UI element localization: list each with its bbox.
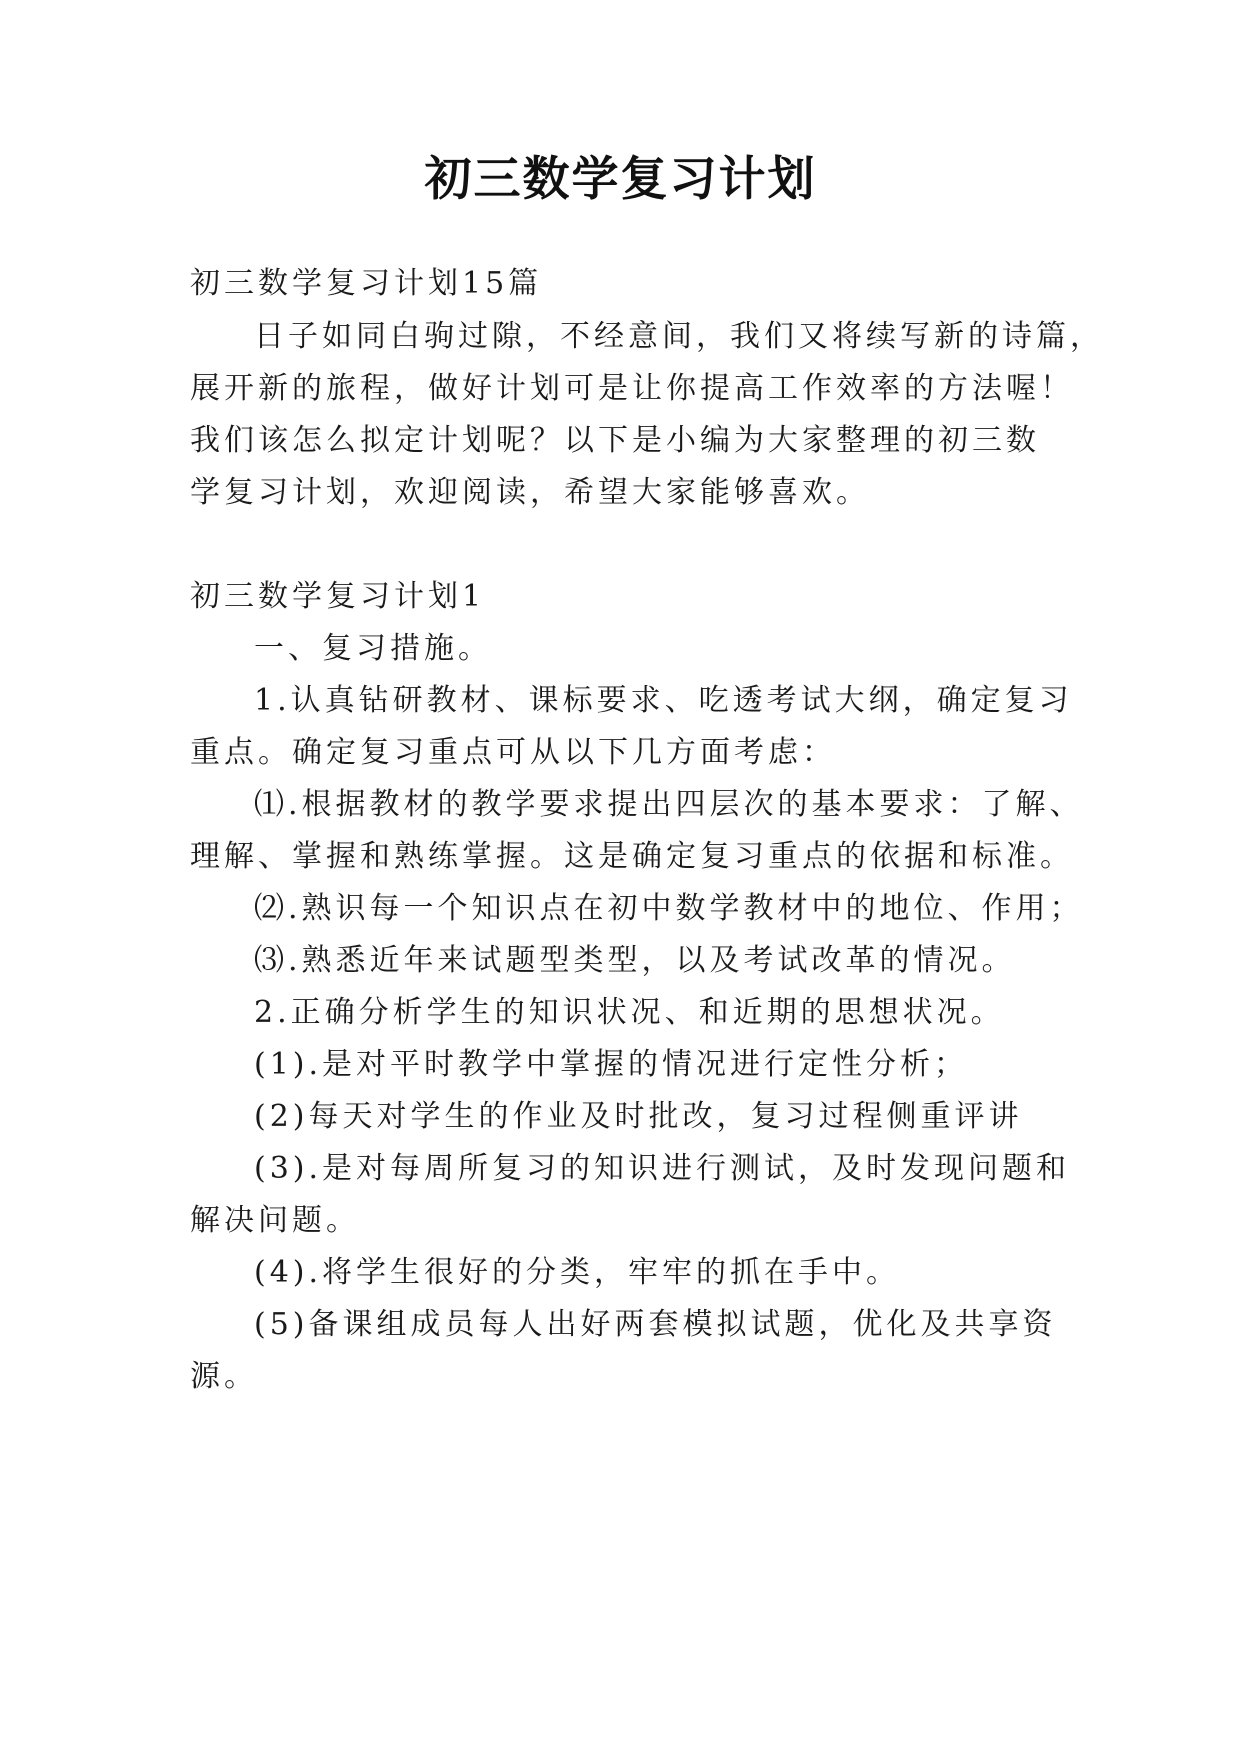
intro-line: 我们该怎么拟定计划呢？以下是小编为大家整理的初三数	[190, 423, 1040, 458]
body-line: ⑴.根据教材的教学要求提出四层次的基本要求：了解、	[254, 787, 1084, 822]
body-line: 解决问题。	[190, 1203, 360, 1238]
body-line: ⑵.熟识每一个知识点在初中数学教材中的地位、作用；	[254, 891, 1084, 926]
body-line: 2.正确分析学生的知识状况、和近期的思想状况。	[254, 995, 1005, 1030]
body-line: 一、复习措施。	[254, 631, 492, 666]
intro-line: 日子如同白驹过隙，不经意间，我们又将续写新的诗篇，	[254, 319, 1104, 354]
body-line: (2)每天对学生的作业及时批改，复习过程侧重评讲	[254, 1099, 1023, 1134]
intro-line: 展开新的旅程，做好计划可是让你提高工作效率的方法喔！	[190, 371, 1074, 406]
document-title: 初三数学复习计划	[424, 152, 817, 207]
body-line: (5)备课组成员每人出好两套模拟试题，优化及共享资	[254, 1307, 1057, 1342]
intro-line: 学复习计划，欢迎阅读，希望大家能够喜欢。	[190, 475, 870, 510]
body-line: (3).是对每周所复习的知识进行测试，及时发现问题和	[254, 1151, 1071, 1186]
body-line: 理解、掌握和熟练掌握。这是确定复习重点的依据和标准。	[190, 839, 1074, 874]
body-line: (4).将学生很好的分类，牢牢的抓在手中。	[254, 1255, 901, 1290]
body-line: ⑶.熟悉近年来试题型类型，以及考试改革的情况。	[254, 943, 1016, 978]
body-line: 源。	[190, 1359, 258, 1394]
body-line: 重点。确定复习重点可从以下几方面考虑：	[190, 735, 836, 770]
body-line: (1).是对平时教学中掌握的情况进行定性分析；	[254, 1047, 969, 1082]
body-line: 1.认真钻研教材、课标要求、吃透考试大纲，确定复习	[254, 683, 1073, 718]
document-subtitle: 初三数学复习计划15篇	[190, 266, 543, 301]
section-heading: 初三数学复习计划1	[190, 579, 486, 614]
